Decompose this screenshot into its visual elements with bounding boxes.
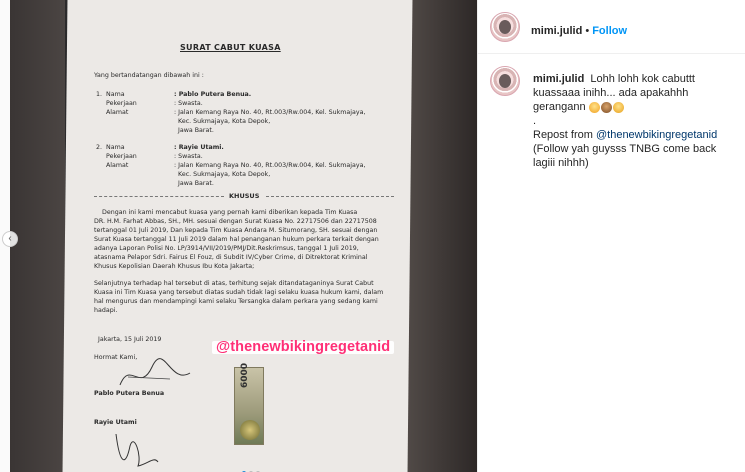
- signature-2-scribble: [108, 426, 168, 470]
- p1-nama-label: Nama: [106, 91, 125, 98]
- p1-number: 1.: [96, 91, 103, 98]
- p2-nama: : Rayie Utami.: [174, 144, 224, 151]
- grimacing-face-icon: [613, 102, 624, 113]
- stamp-value: 6000: [240, 362, 250, 388]
- carousel-indicator: [242, 462, 263, 468]
- p2-alamat-1: : Jalan Kemang Raya No. 40, Rt.003/Rw.004, Kel. Sukmajaya,: [174, 162, 366, 169]
- divider-line-left: [94, 196, 224, 197]
- header-author-row: [531, 21, 627, 39]
- document-intro: Yang bertandatangan dibawah ini :: [94, 72, 204, 79]
- p2-alamat-3: Jawa Barat.: [178, 180, 214, 187]
- khusus-divider: [94, 192, 394, 202]
- face-screaming-icon: [589, 102, 600, 113]
- body1-line: atasnama Pelapor Sdri. Fairus El Fouz, di Subdit IV/Cyber Crime, di Ditrektorat Kriminal: [94, 254, 368, 261]
- avatar-figure-icon: [499, 74, 511, 88]
- caption-avatar[interactable]: [490, 66, 520, 96]
- duty-stamp: [234, 362, 264, 445]
- body1-line: Dengan ini kami mencabut kuasa yang pernah kami diberikan kepada Tim Kuasa: [102, 209, 358, 216]
- signature-1-name: Pablo Putera Benua: [94, 390, 165, 397]
- photo-background-right: [407, 0, 477, 472]
- p1-alamat-3: Jawa Barat.: [178, 127, 214, 134]
- header-username[interactable]: mimi.julid: [531, 25, 583, 37]
- carousel-prev-button[interactable]: ‹: [2, 231, 18, 247]
- photo-background-left: [10, 0, 65, 472]
- post-header: [478, 0, 745, 54]
- post-photo[interactable]: [10, 0, 477, 472]
- p2-number: 2.: [96, 144, 103, 151]
- p1-nama: : Pablo Putera Benua.: [174, 91, 252, 98]
- body2-line: Kuasa ini Tim Kuasa yang tersebut diatas sudah tidak lagi selaku kuasa hukum kami, dalam: [94, 289, 384, 296]
- caption-repost-note: (Follow yah guysss TNBG come back lagiii nihhh): [533, 143, 717, 170]
- signature-1-scribble: [110, 355, 200, 395]
- see-no-evil-monkey-icon: [601, 102, 612, 113]
- document: [80, 0, 410, 472]
- body1-line: adanya Laporan Polisi No. LP/3914/VII/2019/PMJ/Dit.Reskrimsus, tanggal 1 Juli 2019,: [94, 245, 359, 252]
- p2-pekerjaan: : Swasta.: [174, 153, 203, 160]
- caption-repost-line: [533, 128, 738, 142]
- p1-alamat-2: Kec. Sukmajaya, Kota Depok,: [178, 118, 271, 125]
- p1-pekerjaan-label: Pekerjaan: [106, 100, 137, 107]
- document-closing: Hormat Kami,: [94, 354, 138, 361]
- body1-line: tertanggal 01 Juli 2019, Dan kepada Tim Kuasa Andara M. Situmorang, SH. sesuai dengan: [94, 227, 378, 234]
- separator-bullet: •: [585, 25, 590, 37]
- repost-watermark: @thenewbikingregetanid: [212, 341, 394, 354]
- caption: [533, 72, 738, 170]
- p2-alamat-2: Kec. Sukmajaya, Kota Depok,: [178, 171, 271, 178]
- body2-line: hal mengurus dan mendampingi kami selaku Tersangka dalam perkara yang sedang kami: [94, 298, 378, 305]
- author-avatar[interactable]: [490, 12, 520, 42]
- stamp-emblem-icon: [240, 420, 260, 440]
- p2-pekerjaan-label: Pekerjaan: [106, 153, 137, 160]
- khusus-label: KHUSUS: [229, 192, 260, 200]
- p2-nama-label: Nama: [106, 144, 125, 151]
- p1-alamat-label: Alamat: [106, 109, 129, 116]
- body2-line: hadapi.: [94, 307, 118, 314]
- follow-button[interactable]: Follow: [592, 25, 628, 37]
- p1-pekerjaan: : Swasta.: [174, 100, 203, 107]
- document-title: SURAT CABUT KUASA: [180, 43, 281, 52]
- repost-prefix: Repost from: [533, 129, 593, 142]
- caption-text: Lohh lohh kok cabuttt kuassaaa inihh... ada apakahhh gerangann: [533, 73, 695, 113]
- divider-line-right: [266, 196, 394, 197]
- signature-2-name: Rayie Utami: [94, 419, 137, 426]
- body1-line: Surat Kuasa tertanggal 11 Juli 2019 dalam hal penanganan hukum perkara terkait dengan: [94, 236, 379, 243]
- p2-alamat-label: Alamat: [106, 162, 129, 169]
- repost-mention-link[interactable]: @thenewbikingregetanid: [595, 129, 718, 142]
- caption-dot: .: [533, 115, 537, 128]
- p1-alamat-1: : Jalan Kemang Raya No. 40, Rt.003/Rw.004, Kel. Sukmajaya,: [174, 109, 366, 116]
- document-date: Jakarta, 15 Juli 2019: [98, 336, 162, 343]
- avatar-figure-icon: [499, 20, 511, 34]
- body2-line: Selanjutnya terhadap hal tersebut di atas, terhitung sejak ditandataganinya Surat Cabut: [94, 280, 374, 287]
- body1-line: Khusus Kepolisian Daerah Khusus Ibu Kota Jakarta;: [94, 263, 255, 270]
- caption-username[interactable]: mimi.julid: [533, 73, 585, 85]
- body1-line: DR. H.M. Farhat Abbas, SH., MH. sesuai dengan Surat Kuasa No. 22717506 dan 22717508: [94, 218, 377, 225]
- post-side-panel: [477, 0, 745, 472]
- caption-emojis: [589, 100, 625, 114]
